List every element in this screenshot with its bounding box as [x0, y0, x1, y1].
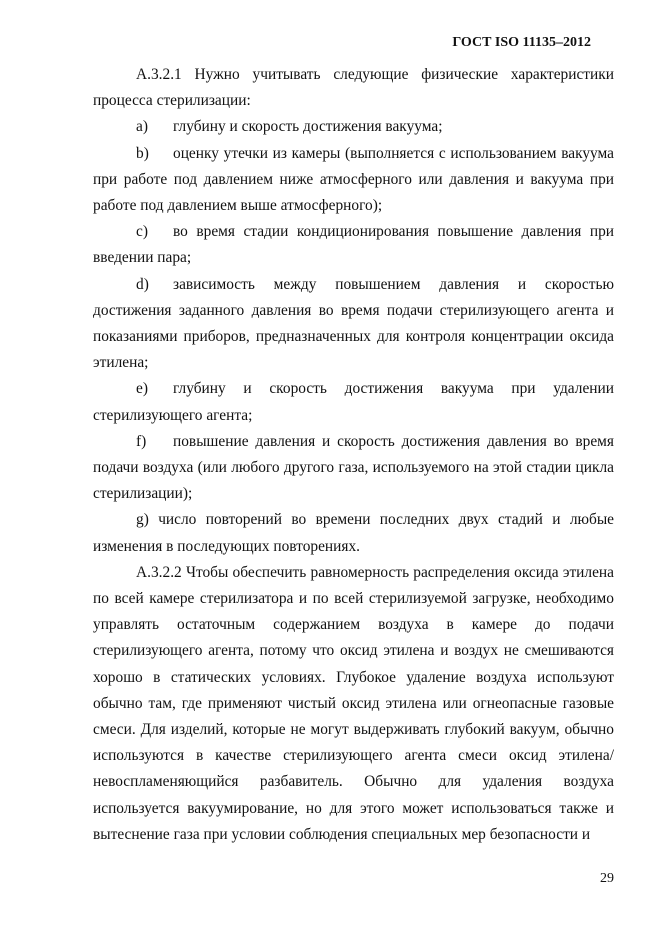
list-item-d — [93, 272, 614, 377]
list-item-g: g) число повторений во времени последних двух стадий и любые изменения в последующих повторениях. — [93, 511, 614, 555]
list-item-f — [93, 429, 614, 508]
list-item-text: глубину и скорость достижения вакуума; — [173, 118, 443, 136]
list-marker: a) — [136, 118, 148, 136]
list-marker: c) — [136, 223, 148, 241]
list-item-text: зависимость между повышением давления и скоростью достижения заданного давления во время подачи стерилизующего агента и показаниями приборов, предназначенных для контроля концентрации оксида этилена; — [93, 275, 614, 372]
page-body — [93, 62, 614, 848]
list-item-text: оценку утечки из камеры (выполняется с использованием вакуума при работе под давлением ниже атмосферного или давления и вакуума при работе под давлением выше атмосферного); — [93, 144, 614, 215]
list-marker: b) — [136, 144, 149, 162]
list-item-text: повышение давления и скорость достижения давления во время подачи воздуха (или любого другого газа, используемого на этой стадии цикла стерилизации); — [93, 432, 614, 503]
paragraph-a322: А.3.2.2 Чтобы обеспечить равномерность распределения оксида этилена по всей камере стерилизатора и по всей стерилизуемой загрузке, необходимо управлять остаточным содержанием воздуха в камере до подачи стерилизующего агента, потому что оксид этилена и воздух не смешиваются хорошо в статических условиях. Глубокое удаление воздуха используют обычно там, где применяют чистый оксид этилена или огнеопасные газовые смеси. Для изделий, которые не могут выдерживать глубокий вакуум, обычно используются в качестве стерилизующего агента смеси оксид этилена/невоспламеняющийся разбавитель. Обычно для удаления воздуха используется вакуумирование, но для этого может использоваться также и вытеснение газа при условии соблюдения специальных мер безопасности и — [93, 563, 614, 843]
document-header: ГОСТ ISO 11135–2012 — [452, 35, 591, 50]
paragraph-a321: А.3.2.1 Нужно учитывать следующие физические характеристики процесса стерилизации: — [93, 66, 614, 110]
list-item-text: глубину и скорость достижения вакуума при удалении стерилизующего агента; — [93, 380, 614, 424]
list-item-a — [93, 114, 614, 140]
list-item-e — [93, 376, 614, 428]
list-marker: e) — [136, 380, 148, 398]
list-marker: f) — [136, 432, 147, 450]
page-number: 29 — [600, 871, 614, 886]
list-item-text: во время стадии кондиционирования повышение давления при введении пара; — [93, 223, 614, 267]
list-item-b — [93, 141, 614, 220]
list-item-c — [93, 219, 614, 271]
list-marker: d) — [136, 275, 149, 293]
